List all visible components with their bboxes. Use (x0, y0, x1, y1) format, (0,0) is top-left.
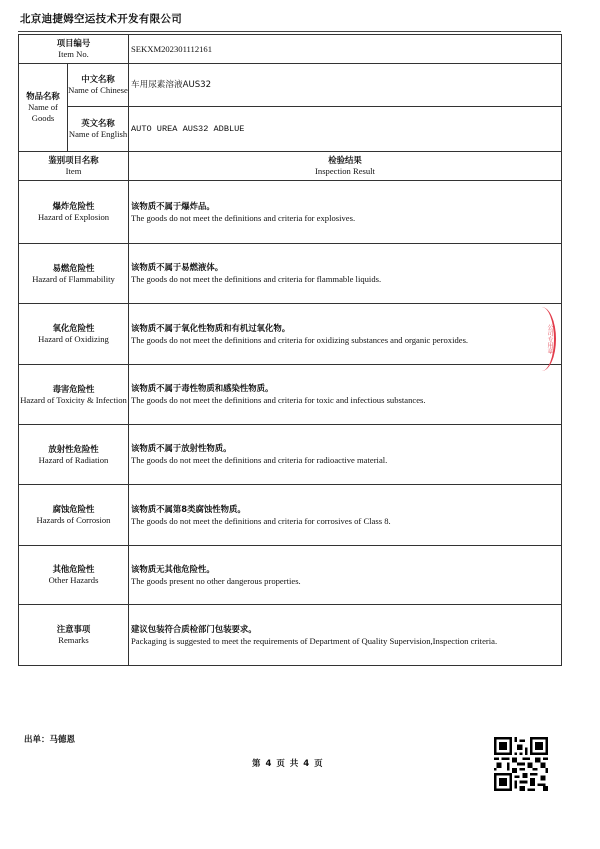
table-row (19, 485, 562, 546)
hazard-item: 毒害危险性 Hazard of Toxicity & Infection (19, 365, 129, 425)
company-seal-stamp: 公司专用章 (532, 307, 556, 371)
inspection-table (18, 34, 562, 666)
table-row (19, 605, 562, 666)
hazard-result: 该物质不属于放射性物质。 The goods do not meet the definitions and criteria for radioactive material. (129, 425, 562, 485)
company-name: 北京迪捷姆空运技术开发有限公司 (20, 13, 182, 25)
chinese-name-value: 车用尿素溶液AUS32 (129, 64, 562, 107)
hazard-item: 放射性危险性 Hazard of Radiation (19, 425, 129, 485)
english-name-value: AUTO UREA AUS32 ADBLUE (129, 107, 562, 152)
result-column-header: 检验结果 Inspection Result (129, 152, 562, 181)
hazard-item: 爆炸危险性 Hazard of Explosion (19, 181, 129, 244)
hazard-item: 腐蚀危险性 Hazards of Corrosion (19, 485, 129, 546)
hazard-item: 氧化危险性 Hazard of Oxidizing (19, 304, 129, 365)
page-number: 第 4 页 共 4 页 (252, 759, 324, 769)
hazard-result: 该物质不属于易燃液体。 The goods do not meet the definitions and criteria for flammable liquids. (129, 244, 562, 304)
item-no-label: 项目编号 Item No. (19, 35, 129, 64)
item-column-header: 鉴别项目名称 Item (19, 152, 129, 181)
hazard-result: 该物质不属于氧化性物质和有机过氧化物。 The goods do not meet the definitions and criteria for oxidizing substances and organic peroxides. (129, 304, 562, 365)
table-row (19, 546, 562, 605)
hazard-result: 该物质不属于爆炸品。 The goods do not meet the definitions and criteria for explosives. (129, 181, 562, 244)
remarks-item: 注意事项 Remarks (19, 605, 129, 666)
english-name-label: 英文名称 Name of English (68, 107, 129, 152)
header-rule (18, 31, 561, 32)
hazard-item: 易燃危险性 Hazard of Flammability (19, 244, 129, 304)
qr-code-icon (494, 737, 548, 791)
item-no-value: SEKXM202301112161 (129, 35, 562, 64)
table-row (19, 425, 562, 485)
chinese-name-label: 中文名称 Name of Chinese (68, 64, 129, 107)
hazard-result: 该物质不属第8类腐蚀性物质。 The goods do not meet the definitions and criteria for corrosives of Class 8. (129, 485, 562, 546)
table-row (19, 181, 562, 244)
table-row (19, 304, 562, 365)
goods-name-label: 物品名称 Name of Goods (19, 64, 68, 152)
issuer-label: 出单：马德恩 (24, 735, 76, 745)
item-no-row (19, 35, 562, 64)
chinese-name-row (19, 64, 562, 107)
hazard-result: 该物质无其他危险性。 The goods present no other dangerous properties. (129, 546, 562, 605)
column-header-row (19, 152, 562, 181)
english-name-row (19, 107, 562, 152)
table-row (19, 365, 562, 425)
hazard-item: 其他危险性 Other Hazards (19, 546, 129, 605)
hazard-result: 该物质不属于毒性物质和感染性物质。 The goods do not meet the definitions and criteria for toxic and infectious substances. (129, 365, 562, 425)
remarks-result: 建议包装符合质检部门包装要求。 Packaging is suggested to meet the requirements of Department of Quality Supervision,Inspection criteria. (129, 605, 562, 666)
table-row (19, 244, 562, 304)
